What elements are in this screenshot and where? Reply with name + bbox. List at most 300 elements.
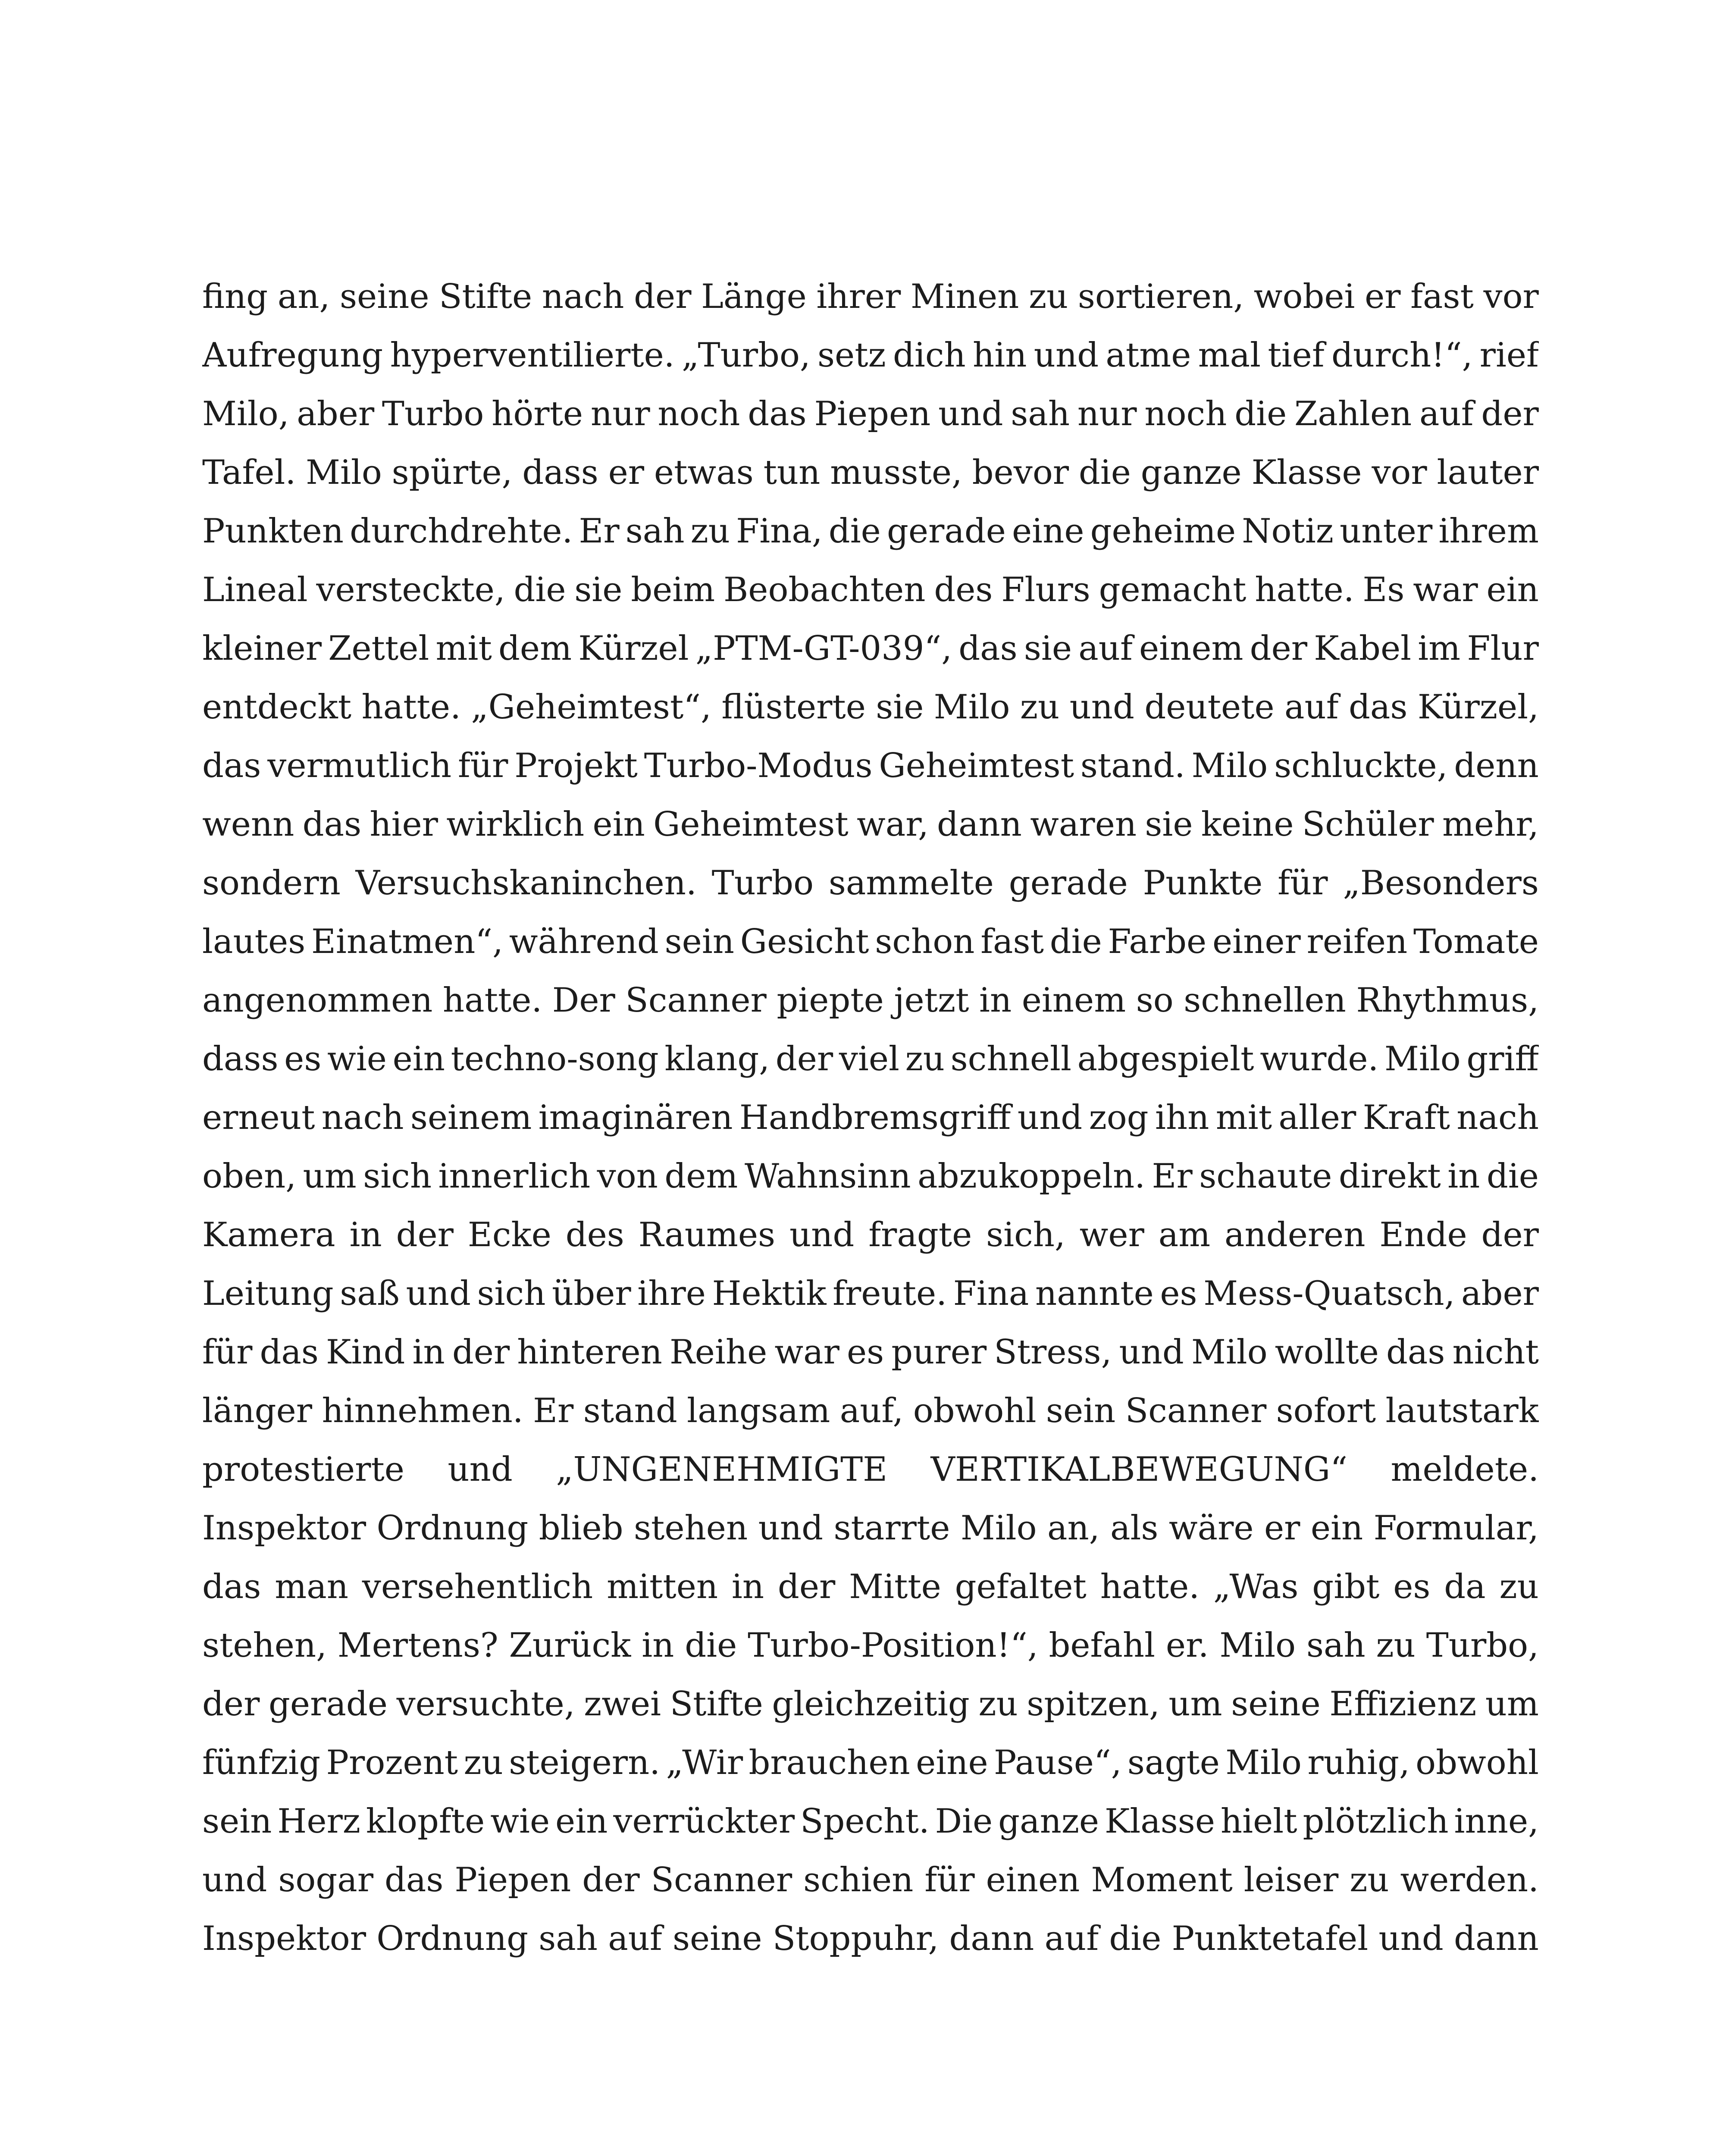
word: Scanner bbox=[625, 981, 767, 1020]
word: zu bbox=[1499, 1567, 1539, 1606]
word: hatte. bbox=[361, 688, 461, 727]
word: gleichzeitig bbox=[772, 1685, 970, 1724]
word: wäre bbox=[1168, 1509, 1254, 1548]
word: einer bbox=[1212, 922, 1301, 961]
word: hinnehmen. bbox=[322, 1391, 523, 1430]
word: die bbox=[1049, 922, 1102, 961]
word: lautes bbox=[202, 922, 306, 961]
word: und bbox=[938, 395, 1003, 433]
word: rief bbox=[1479, 336, 1539, 375]
word: auf bbox=[1078, 629, 1133, 668]
word: freute. bbox=[833, 1274, 947, 1313]
word: starrte bbox=[833, 1509, 950, 1548]
word: abgespielt bbox=[1077, 1040, 1254, 1078]
word: Flur bbox=[1467, 629, 1539, 668]
word: musste, bbox=[830, 453, 962, 492]
word: die bbox=[1078, 453, 1131, 492]
word: Milo bbox=[306, 453, 382, 492]
word: das bbox=[202, 1567, 261, 1606]
word: vor bbox=[1483, 277, 1539, 316]
word: zu bbox=[1028, 277, 1068, 316]
word: ihrer bbox=[816, 277, 901, 316]
text-line bbox=[202, 1382, 1539, 1440]
word: die bbox=[828, 512, 881, 551]
word: „UNGENEHMIGTE bbox=[556, 1450, 888, 1489]
word: mitten bbox=[607, 1567, 718, 1606]
word: inne, bbox=[1454, 1802, 1539, 1841]
word: der bbox=[1250, 629, 1308, 668]
word: denn bbox=[1454, 746, 1539, 785]
word: protestierte bbox=[202, 1450, 404, 1489]
word: Schüler bbox=[1302, 805, 1434, 844]
word: obwohl bbox=[913, 1391, 1037, 1430]
word: dass bbox=[202, 1040, 279, 1078]
word: seine bbox=[339, 277, 429, 316]
word: ihrem bbox=[1438, 512, 1539, 551]
word: leiser bbox=[1243, 1861, 1339, 1899]
word: in bbox=[349, 1216, 382, 1254]
word: imaginären bbox=[538, 1098, 733, 1137]
text-line bbox=[202, 1323, 1539, 1382]
word: Milo, bbox=[202, 395, 289, 433]
word: befahl bbox=[1049, 1626, 1156, 1665]
word: Mertens? bbox=[337, 1626, 498, 1665]
word: versteckte, bbox=[316, 570, 505, 609]
word: Projekt bbox=[514, 746, 638, 785]
word: ein bbox=[592, 805, 645, 844]
word: Stifte bbox=[670, 1685, 763, 1724]
word: Flurs bbox=[1001, 570, 1090, 609]
word: hin bbox=[973, 336, 1027, 375]
word: aller bbox=[1278, 1098, 1356, 1137]
word: fast bbox=[980, 922, 1044, 961]
word: nur bbox=[1077, 395, 1137, 433]
word: er bbox=[1264, 1509, 1300, 1548]
word: um bbox=[303, 1157, 357, 1196]
text-line bbox=[202, 971, 1539, 1030]
word: Milo bbox=[960, 1509, 1037, 1548]
word: Scanner bbox=[1125, 1391, 1267, 1430]
word: zu bbox=[690, 512, 730, 551]
word: der bbox=[582, 1861, 640, 1899]
word: ihn bbox=[1155, 1098, 1209, 1137]
word: nach bbox=[1456, 1098, 1539, 1137]
word: nach bbox=[542, 277, 624, 316]
word: dann bbox=[949, 1919, 1034, 1958]
word: durch!“, bbox=[1331, 336, 1473, 375]
word: werden. bbox=[1400, 1861, 1539, 1899]
word: ein bbox=[1486, 570, 1539, 609]
word: sah bbox=[625, 512, 685, 551]
word: nach bbox=[321, 1098, 404, 1137]
word: Turbo bbox=[382, 395, 484, 433]
word: Turbo bbox=[711, 864, 814, 903]
word: tun bbox=[763, 453, 821, 492]
word: Turbo, bbox=[1426, 1626, 1539, 1665]
word: innerlich bbox=[438, 1157, 591, 1196]
word: auf bbox=[1044, 1919, 1099, 1958]
word: Zahlen bbox=[1294, 395, 1412, 433]
word: Piepen bbox=[814, 395, 931, 433]
word: und bbox=[758, 1509, 824, 1548]
word: hinteren bbox=[517, 1333, 662, 1372]
word: von bbox=[597, 1157, 658, 1196]
word: hatte. bbox=[442, 981, 542, 1020]
word: eine bbox=[916, 1743, 988, 1782]
word: fing bbox=[202, 277, 268, 316]
word: in bbox=[1447, 1157, 1480, 1196]
word: Mess-Quatsch, bbox=[1203, 1274, 1455, 1313]
word: er. bbox=[1165, 1626, 1209, 1665]
word: schnellen bbox=[1184, 981, 1346, 1020]
word: Geheimtest bbox=[879, 746, 1074, 785]
word: nur bbox=[590, 395, 650, 433]
word: Tafel. bbox=[202, 453, 296, 492]
word: hielt bbox=[1220, 1802, 1297, 1841]
word: war bbox=[774, 1333, 839, 1372]
word: sofort bbox=[1276, 1391, 1376, 1430]
word: und bbox=[406, 1274, 471, 1313]
word: fünfzig bbox=[202, 1743, 321, 1782]
word: plötzlich bbox=[1303, 1802, 1449, 1841]
word: wer bbox=[1079, 1216, 1144, 1254]
word: es bbox=[1160, 1274, 1197, 1313]
word: dann bbox=[1453, 1919, 1539, 1958]
word: Punkten bbox=[202, 512, 344, 551]
text-line bbox=[202, 1440, 1539, 1499]
word: auf bbox=[1284, 688, 1339, 727]
word: gerade bbox=[268, 1685, 388, 1724]
word: Kamera bbox=[202, 1216, 335, 1254]
word: unter bbox=[1339, 512, 1433, 551]
word: und bbox=[448, 1450, 513, 1489]
word: hyperventilierte. bbox=[390, 336, 675, 375]
word: Stoppuhr, bbox=[772, 1919, 939, 1958]
word: Ende bbox=[1379, 1216, 1467, 1254]
word: seinem bbox=[410, 1098, 532, 1137]
word: sammelte bbox=[828, 864, 994, 903]
word: atme bbox=[1106, 336, 1191, 375]
word: auf, bbox=[839, 1391, 904, 1430]
word: sah bbox=[539, 1919, 598, 1958]
word: langsam bbox=[687, 1391, 830, 1430]
word: entdeckt bbox=[202, 688, 352, 727]
word: mal bbox=[1198, 336, 1261, 375]
word: einem bbox=[1139, 629, 1243, 668]
word: Milo bbox=[1384, 1040, 1461, 1078]
word: wollte bbox=[1275, 1333, 1379, 1372]
text-line bbox=[202, 385, 1539, 443]
word: deutete bbox=[1144, 688, 1275, 727]
word: ein bbox=[555, 1802, 608, 1841]
word: des bbox=[934, 570, 993, 609]
word: direkt bbox=[1338, 1157, 1441, 1196]
word: und bbox=[789, 1216, 855, 1254]
word: einen bbox=[986, 1861, 1080, 1899]
word: der bbox=[452, 1333, 510, 1372]
word: die bbox=[1486, 1157, 1539, 1196]
word: Er bbox=[579, 512, 620, 551]
word: Fina bbox=[953, 1274, 1029, 1313]
word: Pause“, bbox=[993, 1743, 1122, 1782]
word: Kraft bbox=[1362, 1098, 1450, 1137]
word: obwohl bbox=[1416, 1743, 1539, 1782]
word: verrückter bbox=[613, 1802, 795, 1841]
word: Moment bbox=[1091, 1861, 1233, 1899]
word: um bbox=[1485, 1685, 1539, 1724]
word: flüsterte bbox=[721, 688, 866, 727]
word: wirklich bbox=[446, 805, 585, 844]
word: viel bbox=[839, 1040, 899, 1078]
word: „Was bbox=[1213, 1567, 1299, 1606]
word: Leitung bbox=[202, 1274, 334, 1313]
word: der bbox=[634, 277, 692, 316]
word: fragte bbox=[868, 1216, 972, 1254]
word: ein bbox=[392, 1040, 445, 1078]
word: das bbox=[260, 1333, 319, 1372]
word: Specht. bbox=[800, 1802, 930, 1841]
word: spitzen, bbox=[1027, 1685, 1160, 1724]
word: gemacht bbox=[1099, 570, 1247, 609]
word: „Besonders bbox=[1343, 864, 1539, 903]
text-line bbox=[202, 619, 1539, 678]
word: gerade bbox=[1009, 864, 1128, 903]
word: des bbox=[565, 1216, 624, 1254]
word: „Turbo, bbox=[681, 336, 811, 375]
word: sich bbox=[363, 1157, 432, 1196]
word: so bbox=[1136, 981, 1174, 1020]
word: für bbox=[924, 1861, 975, 1899]
word: zu bbox=[1020, 688, 1060, 727]
word: noch bbox=[658, 395, 740, 433]
word: Reihe bbox=[670, 1333, 767, 1372]
text-line bbox=[202, 795, 1539, 854]
word: ein bbox=[1310, 1509, 1363, 1548]
word: an, bbox=[277, 277, 330, 316]
word: zu bbox=[978, 1685, 1018, 1724]
word: Fina, bbox=[736, 512, 823, 551]
word: und bbox=[202, 1861, 267, 1899]
word: sagte bbox=[1127, 1743, 1220, 1782]
word: dich bbox=[893, 336, 966, 375]
word: schien bbox=[803, 1861, 914, 1899]
word: schaute bbox=[1199, 1157, 1332, 1196]
word: „Wir bbox=[666, 1743, 743, 1782]
word: wie bbox=[327, 1040, 387, 1078]
word: ihre bbox=[637, 1274, 706, 1313]
word: gefaltet bbox=[955, 1567, 1087, 1606]
text-line bbox=[202, 561, 1539, 619]
word: das bbox=[958, 629, 1018, 668]
text-line bbox=[202, 854, 1539, 912]
word: etwas bbox=[654, 453, 754, 492]
word: erneut bbox=[202, 1098, 315, 1137]
word: piepte bbox=[777, 981, 884, 1020]
word: Kind bbox=[326, 1333, 405, 1372]
word: einem bbox=[1021, 981, 1126, 1020]
word: Rhythmus, bbox=[1356, 981, 1539, 1020]
word: kleiner bbox=[202, 629, 322, 668]
word: gerade bbox=[886, 512, 1006, 551]
word: die bbox=[514, 570, 566, 609]
word: bevor bbox=[972, 453, 1069, 492]
word: das bbox=[302, 805, 362, 844]
word: sie bbox=[574, 570, 623, 609]
text-line bbox=[202, 1088, 1539, 1147]
word: setz bbox=[817, 336, 886, 375]
word: Milo bbox=[1225, 1743, 1302, 1782]
word: er bbox=[608, 453, 645, 492]
text-line bbox=[202, 1030, 1539, 1088]
word: VERTIKALBEWEGUNG“ bbox=[930, 1450, 1348, 1489]
word: Turbo-Modus bbox=[644, 746, 873, 785]
word: sich bbox=[477, 1274, 546, 1313]
word: klang, bbox=[664, 1040, 770, 1078]
word: keine bbox=[1201, 805, 1294, 844]
word: auf bbox=[608, 1919, 662, 1958]
word: Ordnung bbox=[376, 1509, 529, 1548]
word: brauchen bbox=[749, 1743, 910, 1782]
word: für bbox=[458, 746, 508, 785]
word: Ordnung bbox=[376, 1919, 529, 1958]
word: wobei bbox=[1253, 277, 1355, 316]
word: versehentlich bbox=[362, 1567, 593, 1606]
word: und bbox=[1017, 1098, 1083, 1137]
word: eine bbox=[1012, 512, 1084, 551]
word: und bbox=[1069, 688, 1134, 727]
word: Kürzel, bbox=[1417, 688, 1539, 727]
text-line bbox=[202, 912, 1539, 971]
word: sein bbox=[664, 922, 735, 961]
word: anderen bbox=[1225, 1216, 1366, 1254]
word: purer bbox=[891, 1333, 987, 1372]
word: nicht bbox=[1452, 1333, 1539, 1372]
word: mit bbox=[1215, 1098, 1272, 1137]
word: Zurück bbox=[509, 1626, 631, 1665]
word: Aufregung bbox=[202, 336, 383, 375]
word: steigern. bbox=[509, 1743, 661, 1782]
word: Formular, bbox=[1373, 1509, 1539, 1548]
word: zu bbox=[464, 1743, 503, 1782]
word: sondern bbox=[202, 864, 341, 903]
word: seine bbox=[1231, 1685, 1321, 1724]
word: stand. bbox=[1080, 746, 1185, 785]
word: Lineal bbox=[202, 570, 308, 609]
word: meldete. bbox=[1391, 1450, 1539, 1489]
word: Stifte bbox=[439, 277, 532, 316]
text-line bbox=[202, 1616, 1539, 1675]
word: tief bbox=[1268, 336, 1325, 375]
word: Milo bbox=[933, 688, 1010, 727]
word: es bbox=[846, 1333, 884, 1372]
word: Punktetafel bbox=[1171, 1919, 1369, 1958]
word: Prozent bbox=[326, 1743, 458, 1782]
word: es bbox=[284, 1040, 322, 1078]
word: Turbo-Position!“, bbox=[748, 1626, 1038, 1665]
word: über bbox=[552, 1274, 631, 1313]
word: Stress, bbox=[994, 1333, 1112, 1372]
word: Die bbox=[935, 1802, 993, 1841]
word: die bbox=[1234, 395, 1287, 433]
word: sie bbox=[1024, 629, 1072, 668]
word: Geheimtest bbox=[653, 805, 849, 844]
word: Effizienz bbox=[1329, 1685, 1477, 1724]
word: an, bbox=[1047, 1509, 1100, 1548]
word: stehen, bbox=[202, 1626, 327, 1665]
word: Wahnsinn bbox=[744, 1157, 911, 1196]
word: in bbox=[412, 1333, 445, 1372]
text-line bbox=[202, 736, 1539, 795]
word: die bbox=[1109, 1919, 1162, 1958]
word: Milo bbox=[1191, 1333, 1268, 1372]
word: wurde. bbox=[1260, 1040, 1379, 1078]
word: hier bbox=[370, 805, 438, 844]
text-line bbox=[202, 678, 1539, 736]
word: zwei bbox=[584, 1685, 661, 1724]
word: aber bbox=[297, 395, 375, 433]
word: sein bbox=[202, 1802, 272, 1841]
word: lautstark bbox=[1385, 1391, 1539, 1430]
word: als bbox=[1110, 1509, 1159, 1548]
word: ganze bbox=[998, 1802, 1099, 1841]
word: fast bbox=[1410, 277, 1474, 316]
word: ganze bbox=[1140, 453, 1242, 492]
word: der bbox=[1481, 1216, 1539, 1254]
word: für bbox=[202, 1333, 253, 1372]
body-text bbox=[202, 267, 1539, 1968]
word: techno-song bbox=[451, 1040, 659, 1078]
word: Tomate bbox=[1413, 922, 1539, 961]
text-line bbox=[202, 1733, 1539, 1792]
word: Klasse bbox=[1251, 453, 1362, 492]
word: versuchte, bbox=[396, 1685, 575, 1724]
word: beim bbox=[631, 570, 715, 609]
word: noch bbox=[1144, 395, 1227, 433]
word: Milo bbox=[1219, 1626, 1296, 1665]
word: nannte bbox=[1035, 1274, 1154, 1313]
word: Punkte bbox=[1143, 864, 1263, 903]
word: das bbox=[202, 746, 261, 785]
word: Minen bbox=[910, 277, 1019, 316]
word: gibt bbox=[1312, 1567, 1380, 1606]
word: dem bbox=[498, 629, 572, 668]
word: Milo bbox=[1191, 746, 1268, 785]
word: vermutlich bbox=[267, 746, 452, 785]
word: angenommen bbox=[202, 981, 433, 1020]
word: Inspektor bbox=[202, 1919, 366, 1958]
word: auf bbox=[1419, 395, 1474, 433]
word: dass bbox=[522, 453, 598, 492]
word: „PTM-GT-039“, bbox=[695, 629, 952, 668]
word: griff bbox=[1466, 1040, 1539, 1078]
word: stand bbox=[583, 1391, 677, 1430]
word: er bbox=[1365, 277, 1401, 316]
word: Mitte bbox=[849, 1567, 941, 1606]
word: und bbox=[1378, 1919, 1444, 1958]
word: geheime bbox=[1090, 512, 1236, 551]
word: für bbox=[1278, 864, 1328, 903]
word: sah bbox=[1306, 1626, 1366, 1665]
word: war bbox=[1413, 570, 1478, 609]
text-line bbox=[202, 1206, 1539, 1264]
word: sie bbox=[876, 688, 924, 727]
word: sein bbox=[1046, 1391, 1116, 1430]
word: Scanner bbox=[651, 1861, 792, 1899]
word: dem bbox=[664, 1157, 738, 1196]
word: jetzt bbox=[894, 981, 969, 1020]
word: Handbremsgriff bbox=[739, 1098, 1011, 1137]
word: Versuchskaninchen. bbox=[355, 864, 697, 903]
